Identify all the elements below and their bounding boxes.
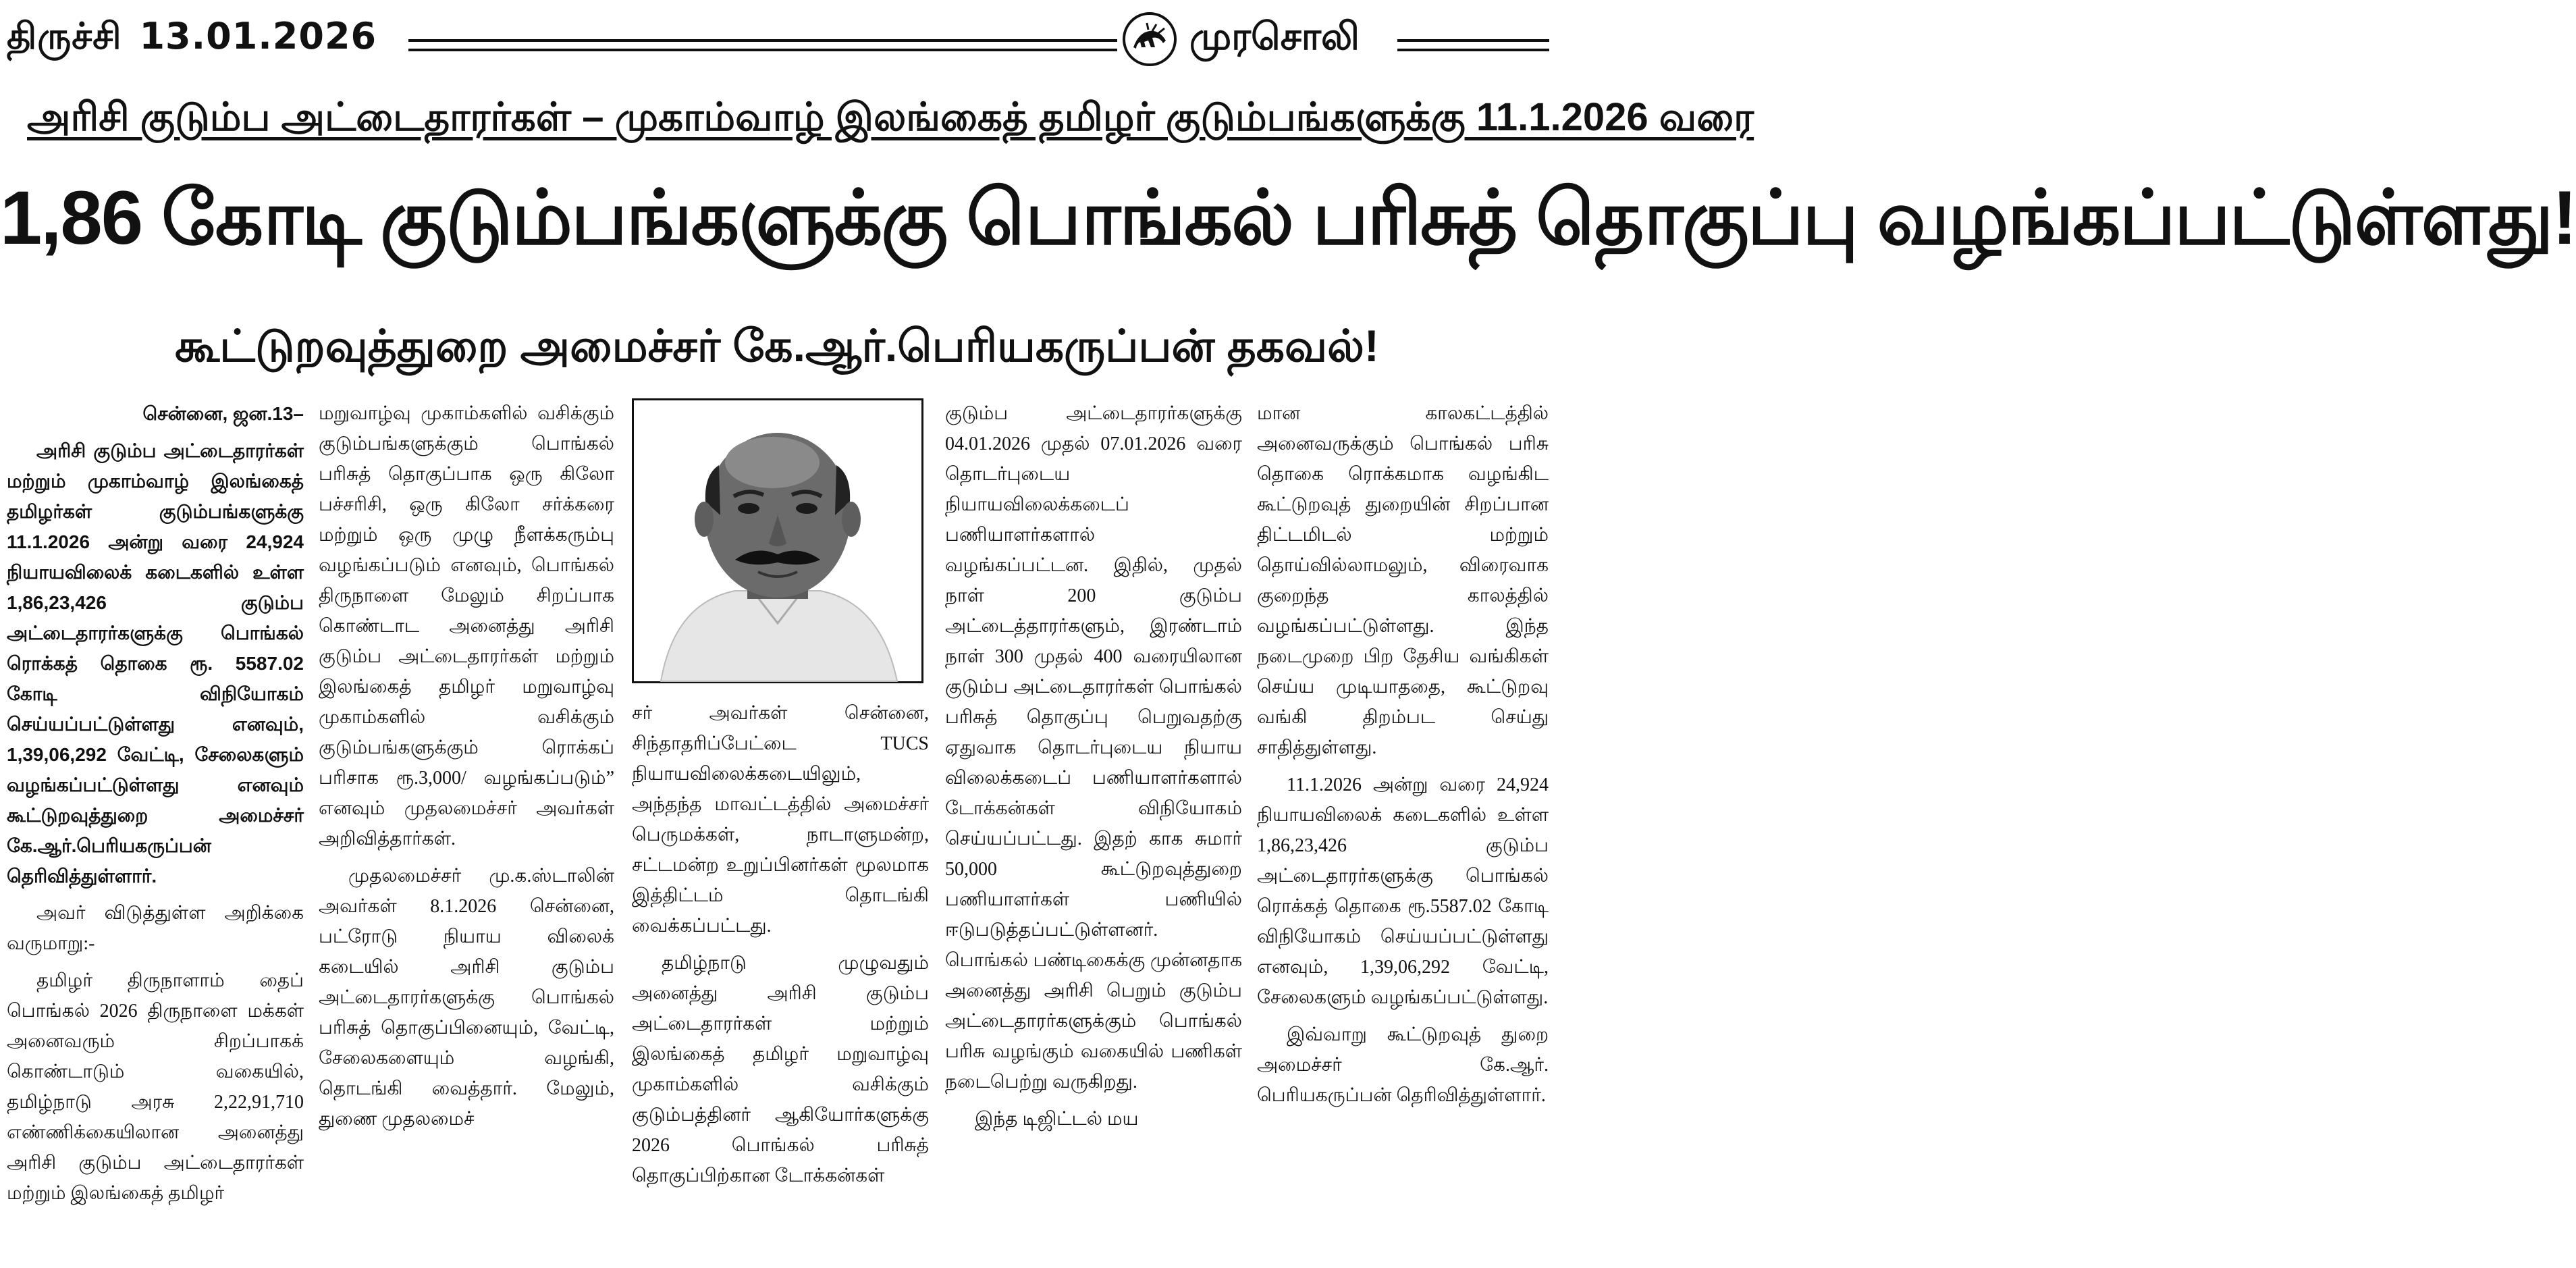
minister-photo [632,398,923,683]
body-paragraph: இந்த டிஜிட்டல் மய [975,1109,1139,1130]
body-paragraph: இவ்வாறு கூட்டுறவுத் துறை அமைச்சர் கே.ஆர். பெரியகருப்பன் தெரிவித்துள்ளார். [1257,1024,1549,1106]
body-paragraph: குடும்ப அட்டைதாரர்களுக்கு 04.01.2026 முதல் 07.01.2026 வரை தொடர்புடைய நியாயவிலைக்கடைப் பணியாளர்களால் வழங்கப்பட்டன. இதில், முதல் நாள் 200 குடும்ப அட்டைத்தாரர்களும், இரண்டாம் நாள் 300 முதல் 400 வரையிலான குடும்ப அட்டைதாரர்கள் பொங்கல் பரிசுத் தொகுப்பு பெறுவதற்கு ஏதுவாக தொடர்புடைய நியாய விலைக்கடைப் பணியாளர்களால் டோக்கன்கள் விநியோகம் செய்யப்பட்டது. இதற் காக சுமார் 50,000 கூட்டுறவுத்துறை பணியாளர்கள் பணியில் ஈடுபடுத்தப்பட்டுள்ளனர். பொங்கல் பண்டிகைக்கு முன்னதாக அனைத்து அரிசி பெறும் குடும்ப அட்டைதாரர்களுக்கும் பொங்கல் பரிசு வழங்கும் வகையில் பணிகள் நடைபெற்று வருகிறது. [945,403,1242,1092]
dateline: சென்னை, ஜன.13– [142,403,304,424]
body-paragraph: முதலமைச்சர் மு.க.ஸ்டாலின் அவர்கள் 8.1.2026 சென்னை, பட்ரோடு நியாய விலைக் கடையில் அரிசி குடும்ப அட்டைதாரர்களுக்கு பொங்கல் பரிசுத் தொகுப்பினையும், வேட்டி, சேலைகளையும் வழங்கி, தொடங்கி வைத்தார். மேலும், துணை முதலமைச் [319,866,614,1130]
main-headline: 1,86 கோடி குடும்பங்களுக்கு பொங்கல் பரிசுத் தொகுப்பு வழங்கப்பட்டுள்ளது! [0,176,2576,260]
rising-sun-emblem-icon [1123,12,1177,66]
article-column-2 [319,398,614,1263]
body-paragraph: தமிழர் திருநாளாம் தைப் பொங்கல் 2026 திருநாளை மக்கள் அனைவரும் சிறப்பாகக் கொண்டாடும் வகையில், தமிழ்நாடு அரசு 2,22,91,710 எண்ணிக்கையிலான அனைத்து அரிசி குடும்ப அட்டைதாரர்கள் மற்றும் இலங்கைத் தமிழர் [7,970,304,1204]
article-column-5 [1257,398,1549,1263]
article-column-1 [7,398,304,1263]
edition-dateline [7,15,377,63]
masthead [0,0,1554,88]
body-paragraph: அவர் விடுத்துள்ள அறிக்கை வருமாறு:- [7,903,304,954]
body-paragraph: மறுவாழ்வு முகாம்களில் வசிக்கும் குடும்பங்களுக்கும் பொங்கல் பரிசுத் தொகுப்பாக ஒரு கிலோ பச்சரிசி, ஒரு கிலோ சர்க்கரை மற்றும் ஒரு முழு நீளக்கரும்பு வழங்கப்படும் எனவும், பொங்கல் திருநாளை மேலும் சிறப்பாக கொண்டாட அனைத்து அரிசி குடும்ப அட்டைதாரர்கள் மற்றும் இலங்கைத் தமிழர் மறுவாழ்வு முகாம்களில் வசிக்கும் குடும்பங்களுக்கும் ரொக்கப் பரிசாக ரூ.3,000/ வழங்கப்படும்” எனவும் முதலமைச்சர் அவர்கள் அறிவித்தார்கள். [319,403,614,849]
body-paragraph: சர் அவர்கள் சென்னை, சிந்தாதரிப்பேட்டை TUCS நியாயவிலைக்கடையிலும், அந்தந்த மாவட்டத்தில் அமைச்சர் பெருமக்கள், நாடாளுமன்ற, சட்டமன்ற உறுப்பினர்கள் மூலமாக இத்திட்டம் தொடங்கி வைக்கப்பட்டது. [632,703,929,936]
edition-name: திருச்சி [7,15,122,57]
lead-paragraph: அரிசி குடும்ப அட்டைதாரர்கள் மற்றும் முகாம்வாழ் இலங்கைத் தமிழர்கள் குடும்பங்களுக்கு 11.1.2026 அன்று வரை 24,924 நியாயவிலைக் கடைகளில் உள்ள 1,86,23,426 குடும்ப அட்டைதாரர்களுக்கு பொங்கல் ரொக்கத் தொகை ரூ. 5587.02 கோடி விநியோகம் செய்யப்பட்டுள்ளது எனவும், 1,39,06,292 வேட்டி, சேலைகளும் வழங்கப்பட்டுள்ளது எனவும் கூட்டுறவுத்துறை அமைச்சர் கே.ஆர்.பெரியகருப்பன் தெரிவித்துள்ளார். [7,440,304,887]
kicker-headline: அரிசி குடும்ப அட்டைதாரர்கள் – முகாம்வாழ் இலங்கைத் தமிழர் குடும்பங்களுக்கு 11.1.2026 வரை [27,95,1754,139]
sub-headline: கூட்டுறவுத்துறை அமைச்சர் கே.ஆர்.பெரியகருப்பன் தகவல்! [175,321,1379,371]
masthead-rule-left [408,39,1117,51]
minister-portrait-icon [634,400,921,681]
body-paragraph: மான காலகட்டத்தில் அனைவருக்கும் பொங்கல் பரிசு தொகை ரொக்கமாக வழங்கிட கூட்டுறவுத் துறையின் சிறப்பான திட்டமிடல் மற்றும் தொய்வில்லாமலும், விரைவாக குறைந்த காலத்தில் வழங்கப்பட்டுள்ளது. இந்த நடைமுறை பிற தேசிய வங்கிகள் செய்ய முடியாததை, கூட்டுறவு வங்கி திறம்பட செய்து சாதித்துள்ளது. [1257,403,1549,758]
edition-date: 13.01.2026 [139,15,377,57]
masthead-rule-right [1397,39,1549,51]
article-column-3 [632,698,929,1263]
article-column-4 [945,398,1242,1263]
body-paragraph: தமிழ்நாடு முழுவதும் அனைத்து அரிசி குடும்ப அட்டைதாரர்கள் மற்றும் இலங்கைத் தமிழர் மறுவாழ்வு முகாம்களில் வசிக்கும் குடும்பத்தினர் ஆகியோர்களுக்கு 2026 பொங்கல் பரிசுத் தொகுப்பிற்கான டோக்கன்கள் [632,953,929,1186]
newspaper-name: முரசொலி [1189,15,1360,59]
body-paragraph: 11.1.2026 அன்று வரை 24,924 நியாயவிலைக் கடைகளில் உள்ள 1,86,23,426 குடும்ப அட்டைதாரர்களுக்கு பொங்கல் ரொக்கத் தொகை ரூ.5587.02 கோடி விநியோகம் செய்யப்பட்டுள்ளது எனவும், 1,39,06,292 வேட்டி, சேலைகளும் வழங்கப்பட்டுள்ளது. [1257,774,1549,1008]
